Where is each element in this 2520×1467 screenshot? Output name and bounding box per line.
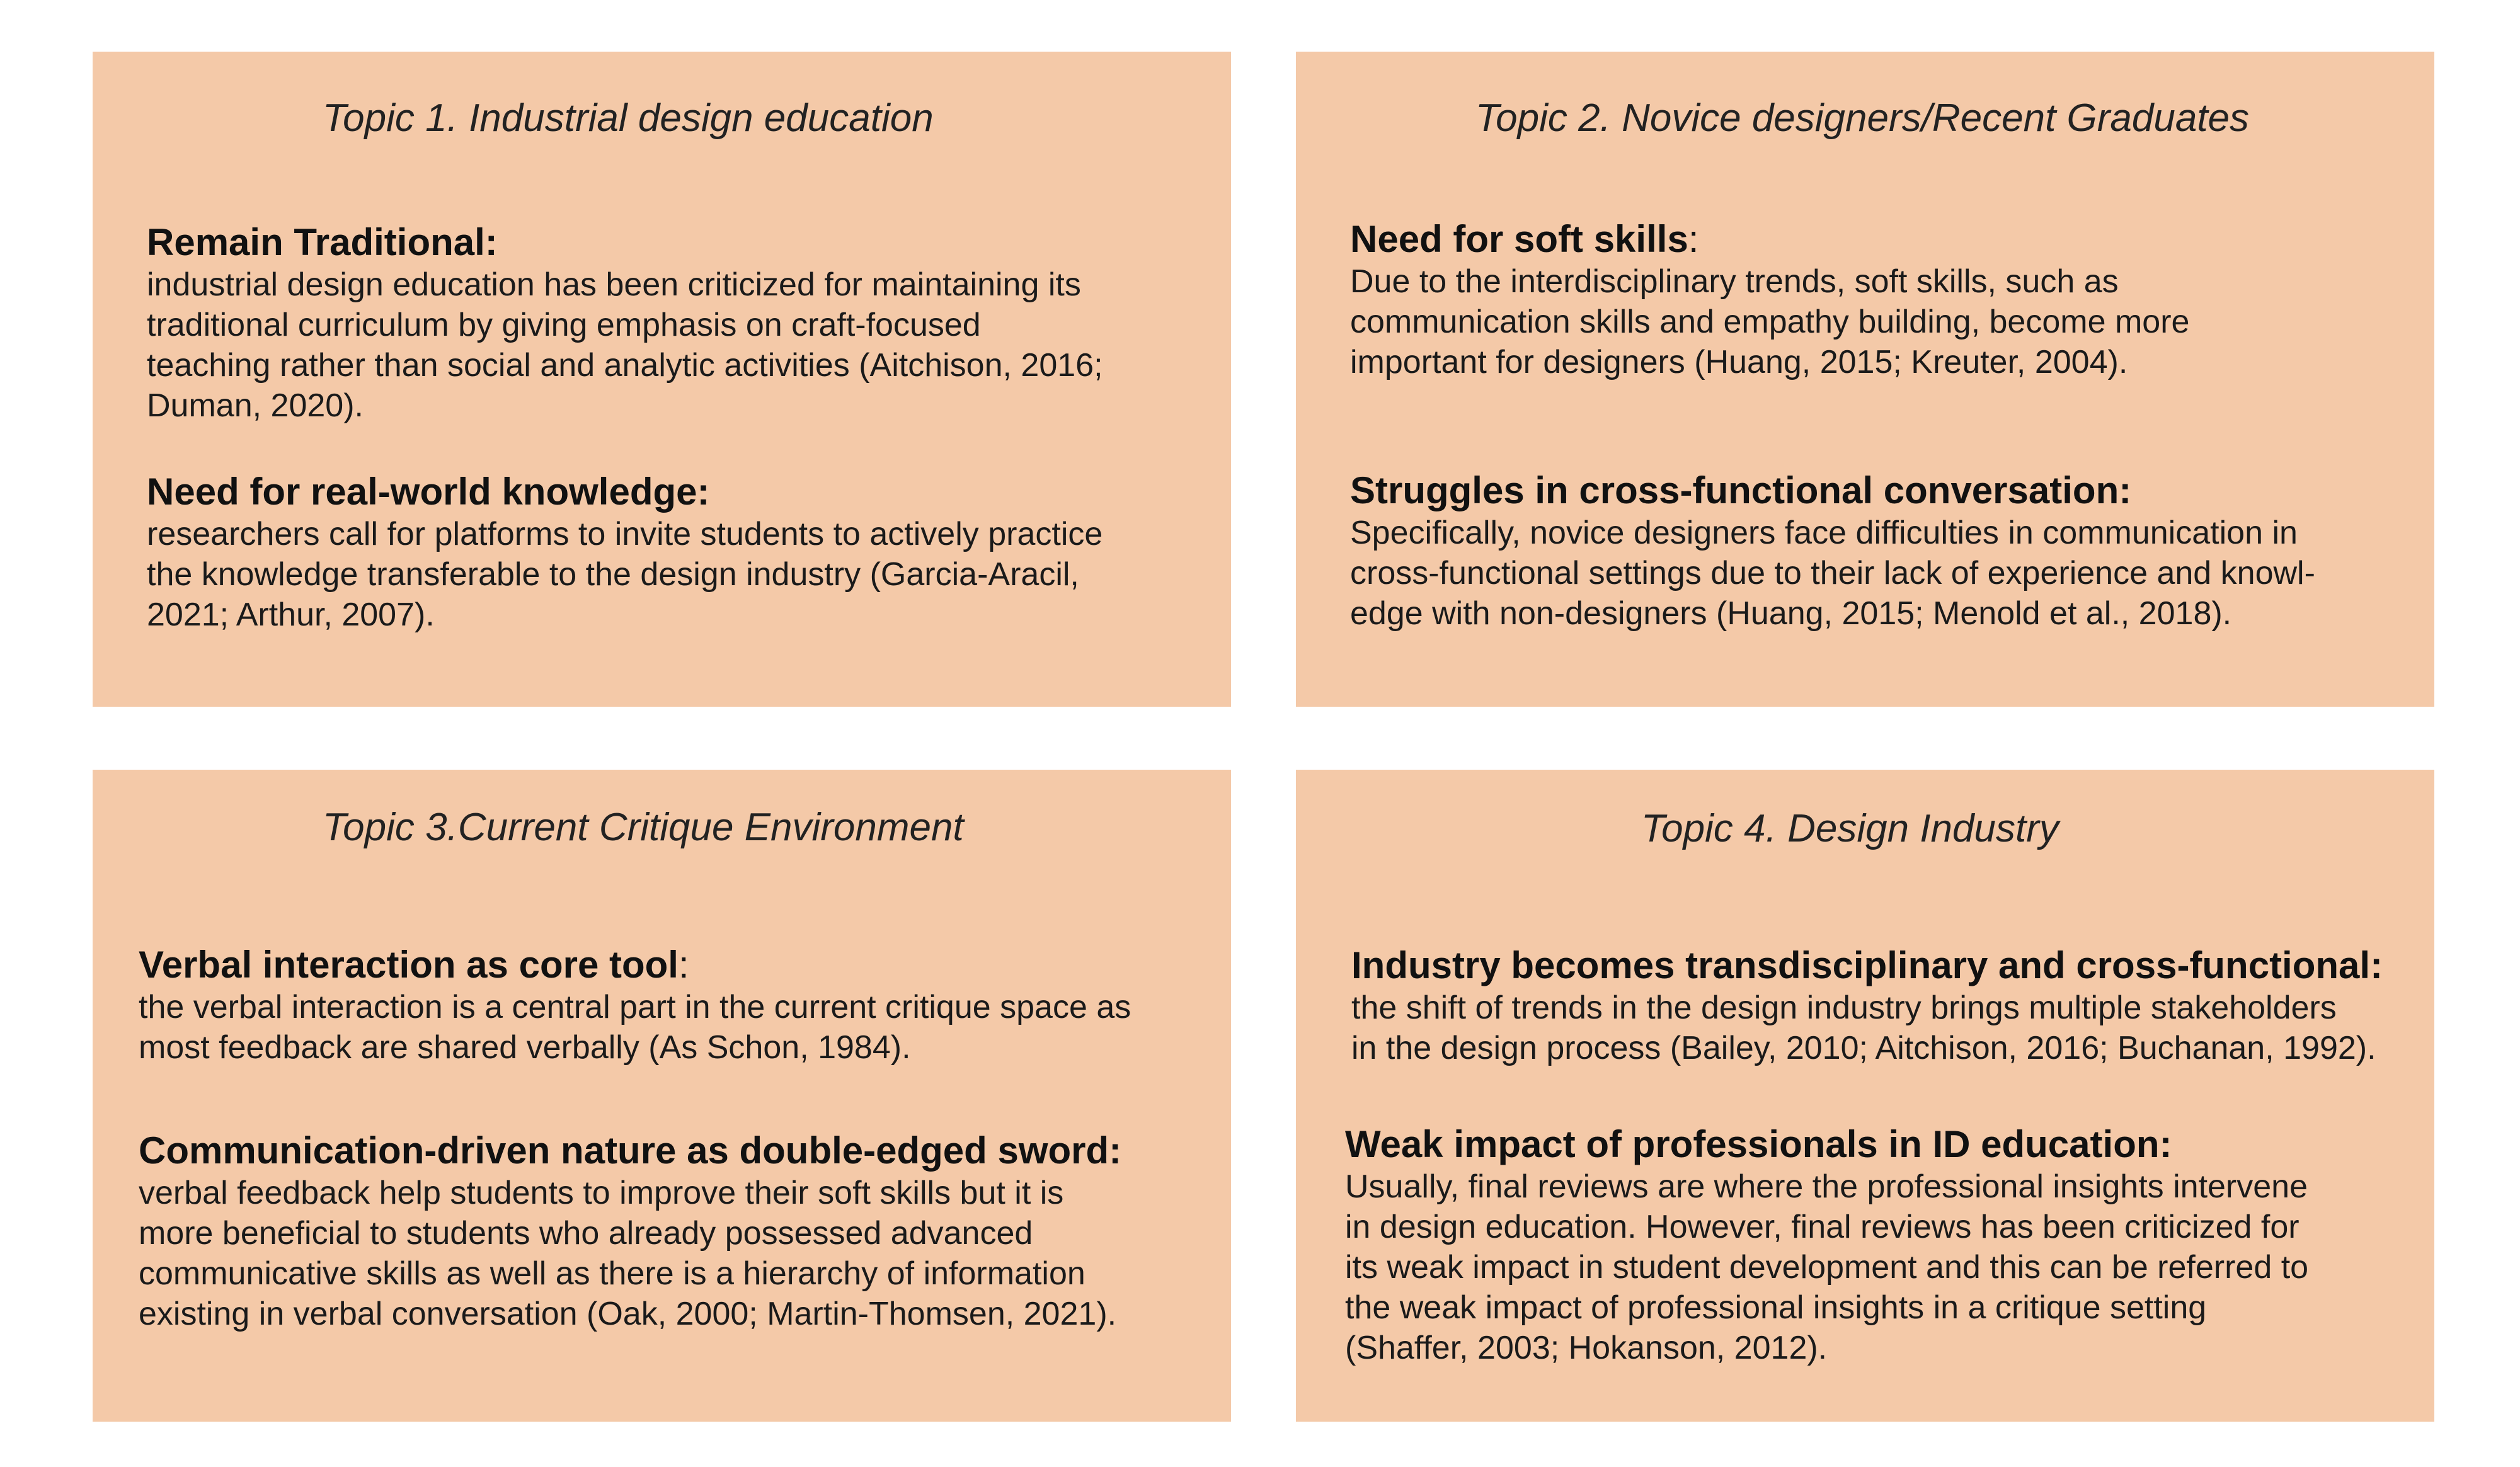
body-line: industrial design education has been criticized for maintaining its <box>147 266 1081 303</box>
body-line: important for designers (Huang, 2015; Kreuter, 2004). <box>1350 344 2128 380</box>
topic-card-4 <box>1296 770 2434 1422</box>
body-line: existing in verbal conversation (Oak, 2000; Martin-Thomsen, 2021). <box>139 1296 1117 1332</box>
section-heading: Industry becomes transdisciplinary and cross-functional: <box>1351 944 2383 986</box>
section-cross-functional-conversation <box>1350 469 2315 634</box>
body-line: Usually, final reviews are where the professional insights intervene <box>1345 1168 2308 1205</box>
section-body <box>147 265 1103 426</box>
section-body <box>1345 1167 2308 1368</box>
body-line: Duman, 2020). <box>147 387 364 424</box>
topic-card-1 <box>93 52 1231 707</box>
body-line: researchers call for platforms to invite students to actively practice <box>147 516 1103 552</box>
section-heading: Communication-driven nature as double-edged sword: <box>139 1129 1122 1172</box>
body-line: more beneficial to students who already possessed advanced <box>139 1215 1033 1252</box>
section-body <box>1350 513 2315 634</box>
section-soft-skills <box>1350 217 2189 382</box>
heading-colon: : <box>678 944 689 986</box>
body-line: (Shaffer, 2003; Hokanson, 2012). <box>1345 1330 1828 1366</box>
heading-text: Need for soft skills <box>1350 218 1688 260</box>
body-line: teaching rather than social and analytic activities (Aitchison, 2016; <box>147 347 1103 384</box>
section-body <box>1350 261 2189 382</box>
body-line: verbal feedback help students to improve their soft skills but it is <box>139 1175 1064 1211</box>
section-weak-impact-professionals <box>1345 1122 2308 1368</box>
section-body <box>1351 988 2383 1068</box>
section-heading <box>139 943 1131 987</box>
section-heading <box>1350 217 2189 261</box>
heading-text: Verbal interaction as core tool <box>139 944 679 986</box>
heading-colon: : <box>1688 218 1699 260</box>
section-body <box>147 514 1102 635</box>
section-heading: Need for real-world knowledge: <box>147 471 710 513</box>
section-real-world-knowledge <box>147 470 1102 635</box>
topic-card-2 <box>1296 52 2434 707</box>
body-line: the weak impact of professional insights in a critique setting <box>1345 1289 2207 1326</box>
body-line: the verbal interaction is a central part in the current critique space as <box>139 989 1131 1025</box>
body-line: Specifically, novice designers face difficulties in communication in <box>1350 515 2298 551</box>
topic-card-3 <box>93 770 1231 1422</box>
body-line: most feedback are shared verbally (As Schon, 1984). <box>139 1029 911 1066</box>
section-body <box>139 1173 1121 1334</box>
card-title: Topic 4. Design Industry <box>1641 807 2059 850</box>
body-line: the shift of trends in the design industry brings multiple stakeholders <box>1351 990 2337 1026</box>
section-heading: Weak impact of professionals in ID education: <box>1345 1123 2172 1165</box>
section-transdisciplinary-industry <box>1351 944 2383 1068</box>
body-line: Due to the interdisciplinary trends, soft skills, such as <box>1350 263 2119 300</box>
card-title: Topic 2. Novice designers/Recent Graduates <box>1475 96 2250 140</box>
body-line: its weak impact in student development and this can be referred to <box>1345 1249 2309 1286</box>
body-line: communication skills and empathy building, become more <box>1350 304 2190 340</box>
section-heading: Remain Traditional: <box>147 221 498 263</box>
body-line: traditional curriculum by giving emphasis on craft-focused <box>147 307 981 343</box>
section-double-edged-sword <box>139 1129 1121 1334</box>
section-verbal-interaction <box>139 943 1131 1068</box>
body-line: in design education. However, final reviews has been criticized for <box>1345 1209 2300 1245</box>
body-line: cross-functional settings due to their lack of experience and knowl- <box>1350 555 2315 591</box>
section-heading: Struggles in cross-functional conversation: <box>1350 469 2132 511</box>
body-line: the knowledge transferable to the design industry (Garcia-Aracil, <box>147 556 1079 593</box>
body-line: in the design process (Bailey, 2010; Aitchison, 2016; Buchanan, 1992). <box>1351 1030 2376 1066</box>
card-title: Topic 3.Current Critique Environment <box>323 806 964 849</box>
body-line: edge with non-designers (Huang, 2015; Menold et al., 2018). <box>1350 595 2232 632</box>
card-title: Topic 1. Industrial design education <box>323 96 934 140</box>
section-body <box>139 987 1131 1068</box>
section-remain-traditional <box>147 220 1103 426</box>
body-line: communicative skills as well as there is a hierarchy of information <box>139 1255 1085 1292</box>
body-line: 2021; Arthur, 2007). <box>147 597 435 633</box>
